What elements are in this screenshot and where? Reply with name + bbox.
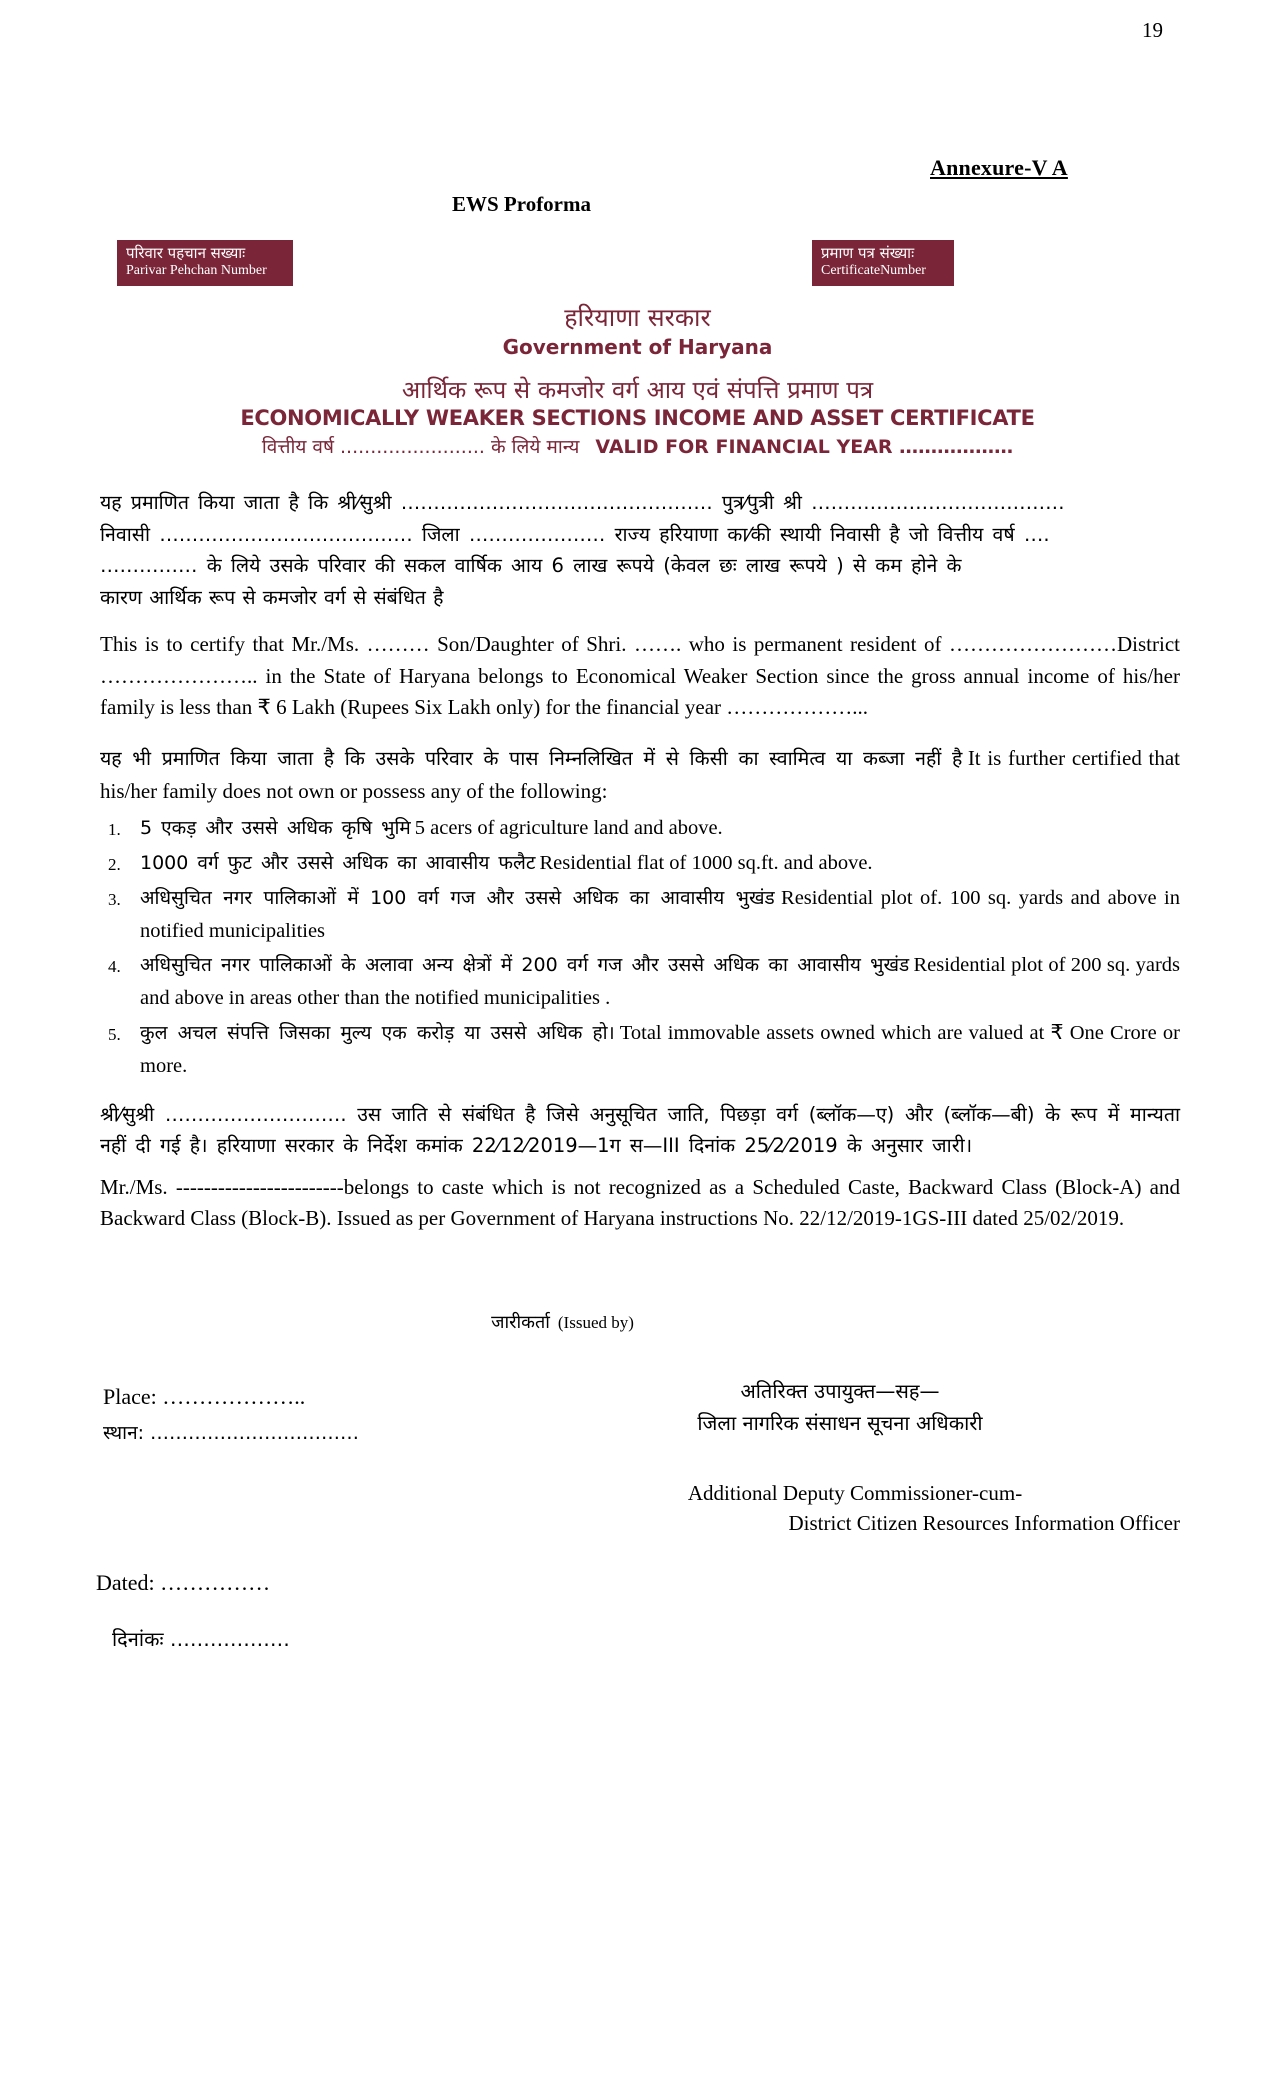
certificate-body xyxy=(100,487,1180,1235)
list-item-english: Residential flat of 1000 sq.ft. and above. xyxy=(539,851,873,874)
list-item-english: Residential plot of 200 sq. yards and above in areas other than the notified municipalities . xyxy=(140,954,1181,1010)
list-item-hindi: 1000 वर्ग फुट और उससे अधिक का आवासीय फलैट xyxy=(140,851,536,874)
parivar-pehchan-hindi-label: परिवार पहचान सख्याः xyxy=(126,244,246,262)
page-number: 19 xyxy=(1142,18,1163,42)
officer-hindi-line-1: अतिरिक्त उपायुक्त—सह— xyxy=(740,1379,940,1403)
list-item-number: 3. xyxy=(108,889,121,909)
list-item-number: 2. xyxy=(108,854,121,874)
officer-designation-english xyxy=(560,1478,1180,1539)
dated-hindi: दिनांकः ……………… xyxy=(112,1627,290,1651)
valid-year-hindi: वित्तीय वर्ष ........................ के लिये मान्य xyxy=(261,435,580,458)
dated-english: Dated: …………… xyxy=(96,1570,271,1595)
caste-english-paragraph: Mr./Ms. ------------------------belongs to caste which is not recognized as a Scheduled Caste, Backward Class (Block-A) and Backward Class (Block-B). Issued as per Government of Haryana instructions No. 22/12/2019-1GS-III dated 25/02/2019. xyxy=(100,1174,1180,1231)
place-english: Place: ……………….. xyxy=(103,1384,306,1409)
list-item-hindi: कुल अचल संपत्ति जिसका मुल्य एक करोड़ या उससे अधिक हो। xyxy=(140,1021,615,1044)
certificate-number-box xyxy=(812,240,954,286)
certification-english-paragraph: This is to certify that Mr./Ms. ……… Son/Daughter of Shri. ……. who is permanent resident of ……………………District ………………….. in the State of Haryana belongs to Economical Weaker Section since the gross annual income of his/her family is less than ₹ 6 Lakh (Rupees Six Lakh only) for the financial year ………………... xyxy=(100,632,1180,720)
further-certified-english: It is further certified that his/her family does not own or possess any of the following: xyxy=(100,745,1181,803)
issued-by-line xyxy=(0,1310,1275,1334)
government-hindi: हरियाणा सरकार xyxy=(564,303,711,332)
list-item xyxy=(100,949,1180,1015)
place-block xyxy=(103,1378,359,1450)
assets-list xyxy=(100,812,1180,1082)
valid-year-english: VALID FOR FINANCIAL YEAR ……………… xyxy=(595,435,1014,458)
certificate-number-english-label: CertificateNumber xyxy=(821,262,926,278)
government-english: Government of Haryana xyxy=(502,335,773,360)
issued-by-hindi: जारीकर्ता xyxy=(491,1312,550,1333)
certificate-title-english: ECONOMICALLY WEAKER SECTIONS INCOME AND ASSET CERTIFICATE xyxy=(240,406,1035,431)
officer-hindi-line-2: जिला नागरिक संसाधन सूचना अधिकारी xyxy=(697,1411,983,1435)
further-certified-hindi: यह भी प्रमाणित किया जाता है कि उसके परिवार के पास निम्नलिखित में से किसी का स्वामित्व या कब्जा नहीं है xyxy=(100,746,963,770)
list-item-english: Total immovable assets owned which are valued at ₹ One Crore or more. xyxy=(140,1021,1180,1077)
officer-english-line-1: Additional Deputy Commissioner-cum- xyxy=(687,1481,1023,1505)
list-item-number: 1. xyxy=(108,820,121,840)
parivar-pehchan-english-label: Parivar Pehchan Number xyxy=(126,262,267,278)
list-item xyxy=(100,882,1180,948)
list-item-hindi: अधिसुचित नगर पालिकाओं के अलावा अन्य क्षेत्रों में 200 वर्ग गज और उससे अधिक का आवासीय भुखंड xyxy=(140,954,910,977)
certification-hindi-line-3: …………… के लिये उसके परिवार की सकल वार्षिक आय 6 लाख रूपये (केवल छः लाख रूपये ) से कम होने के xyxy=(100,554,962,578)
list-item-number: 5. xyxy=(108,1024,121,1044)
list-item xyxy=(100,847,1180,880)
list-item-english: Residential plot of. 100 sq. yards and above in notified municipalities xyxy=(140,886,1180,942)
place-hindi: स्थान: …………………………… xyxy=(103,1421,360,1444)
proforma-title: EWS Proforma xyxy=(451,192,591,216)
parivar-pehchan-number-box xyxy=(117,240,293,286)
list-item-hindi: 5 एकड़ और उससे अधिक कृषि भुमि xyxy=(140,817,411,840)
certification-hindi-line-1: यह प्रमाणित किया जाता है कि श्री⁄सुश्री ………………………………………… पुत्र⁄पुत्री श्री ………………………………… xyxy=(100,491,1065,514)
certification-hindi-line-4: कारण आर्थिक रूप से कमजोर वर्ग से संबंधित है xyxy=(100,585,444,609)
certificate-title-hindi: आर्थिक रूप से कमजोर वर्ग आय एवं संपत्ति प्रमाण पत्र xyxy=(401,376,874,405)
certificate-number-hindi-label: प्रमाण पत्र संख्याः xyxy=(821,244,915,262)
caste-hindi-paragraph: श्री⁄सुश्री ………………………. उस जाति से संबंधित है जिसे अनुसूचित जाति, पिछड़ा वर्ग (ब्लॉक—ए) और (ब्लॉक—बी) के रूप में मान्यता नहीं दी गई है। हरियाणा सरकार के निर्देश कमांक 22⁄12⁄2019—1ग स—III दिनांक 25⁄2⁄2019 के अनुसार जारी। xyxy=(100,1102,1180,1158)
valid-financial-year-line xyxy=(0,435,1275,460)
officer-english-line-2: District Citizen Resources Information Officer xyxy=(788,1511,1180,1536)
list-item-hindi: अधिसुचित नगर पालिकाओं में 100 वर्ग गज और उससे अधिक का आवासीय भुखंड xyxy=(140,886,775,909)
officer-designation-hindi xyxy=(620,1375,1060,1439)
further-certified-paragraph xyxy=(100,742,1180,808)
issued-by-english: (Issued by) xyxy=(557,1313,634,1332)
list-item xyxy=(100,812,1180,845)
annexure-label: Annexure-V A xyxy=(930,155,1068,180)
certification-hindi-line-2: निवासी ………………………………… जिला ………………… राज्य हरियाणा का⁄की स्थायी निवासी है जो वित्तीय वर्ष …. xyxy=(100,522,1050,546)
list-item xyxy=(100,1017,1180,1083)
list-item-number: 4. xyxy=(108,957,121,977)
title-block xyxy=(0,302,1275,459)
list-item-english: 5 acers of agriculture land and above. xyxy=(414,817,723,840)
